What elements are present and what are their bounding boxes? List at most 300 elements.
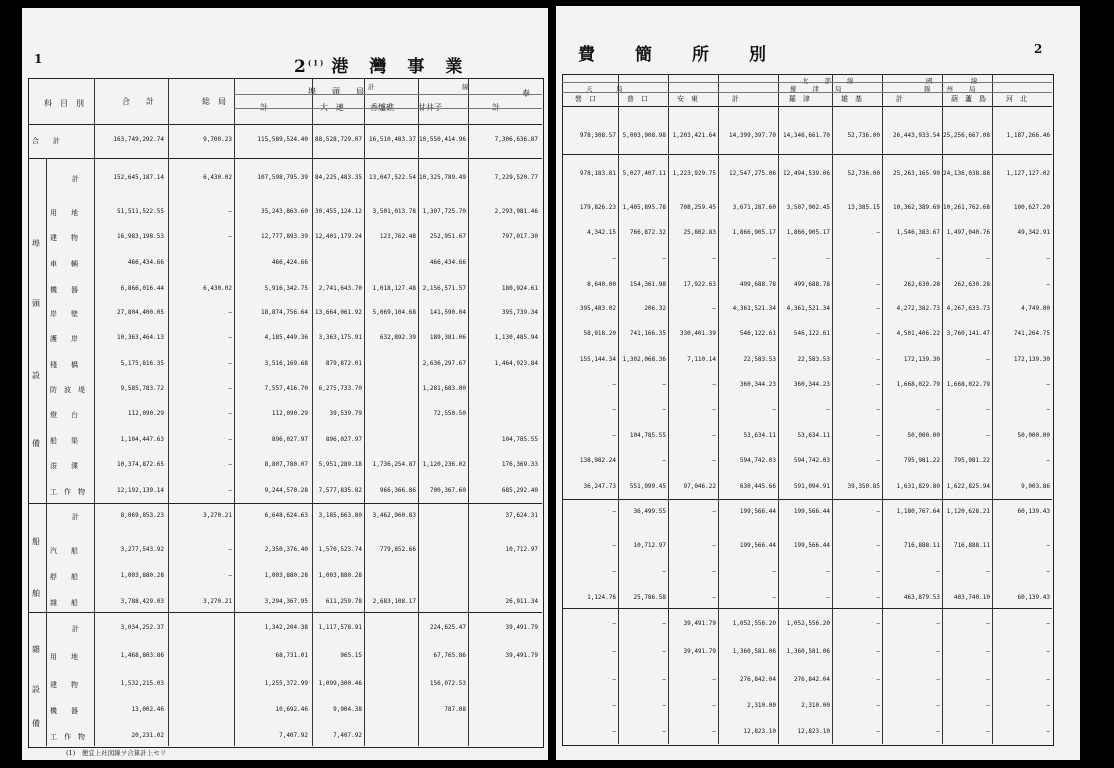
table-cell-right: 39,491.79 [683,648,716,655]
table-cell: 112,090.29 [271,410,308,417]
table-cell: 1,120,236.02 [422,461,466,468]
table-cell-right: 24,136,038.88 [943,170,990,177]
table-cell-right: — [986,648,990,655]
table-cell: 3,294,367.95 [264,598,308,605]
col-header-kei: 計 [260,103,268,112]
table-cell-right: 1,052,556.20 [786,620,830,627]
right-page [556,6,1080,760]
table-cell: 3,516,169.68 [264,360,308,367]
col-divider-left [364,78,365,746]
table-cell-right: 14,399,397.70 [729,132,776,139]
table-cell-right: 199,566.44 [739,542,776,549]
table-cell: 12,777,893.39 [261,233,308,240]
col-header-right: 雄 基 [841,95,862,103]
table-cell: 5,069,104.68 [372,309,416,316]
table-cell-right: — [712,594,716,601]
table-cell-right: 12,547,275.06 [729,170,776,177]
table-cell: 879,872.01 [325,360,362,367]
table-cell: 395,739.34 [501,309,538,316]
section-rule [28,612,542,613]
col-divider-left [168,78,169,746]
table-cell: 6,866,016.44 [120,285,164,292]
table-cell-right: 13,385.15 [847,204,880,211]
table-cell-right: — [876,508,880,515]
row-label: 建 物 [50,681,78,689]
table-cell: 10,325,789.49 [419,174,466,181]
table-cell: 39,491.79 [505,624,538,631]
table-cell-right: 1,497,040.76 [946,229,990,236]
table-cell-right: — [876,542,880,549]
table-cell-right: 276,842.04 [793,676,830,683]
row-label: 雜 船 [50,599,78,607]
table-cell-right: — [662,620,666,627]
section-rule-right [562,499,1052,500]
table-cell-right: 50,000.00 [907,432,940,439]
table-cell-right: — [1046,620,1050,627]
table-cell-right: 1,180,767.64 [896,508,940,515]
page-title-left [294,52,464,77]
table-cell-right: 4,342.15 [587,229,616,236]
table-cell: 3,363,175.91 [318,334,362,341]
table-cell-right: 1,302,068.36 [622,356,666,363]
section-side-label: 船 [32,537,40,546]
table-cell-right: — [662,702,666,709]
table-cell: 152,645,187.14 [113,174,164,181]
table-cell-right: — [712,457,716,464]
table-cell-right: — [936,728,940,735]
row-label: 艀 船 [50,573,78,581]
table-cell: 8,807,780.07 [264,461,308,468]
table-cell-right: 100,627.20 [1013,204,1050,211]
table-cell-right: — [772,568,776,575]
table-cell-right: — [612,406,616,413]
table-cell-right: 97,046.22 [683,483,716,490]
table-cell-right: — [826,594,830,601]
table-cell: 3,185,663.80 [318,512,362,519]
header-top-rule-right [562,82,1052,83]
table-cell-right: — [876,676,880,683]
table-cell-right: 7,110.14 [687,356,716,363]
row-label: 工 作 物 [50,488,85,496]
table-cell: 1,099,300.46 [318,680,362,687]
table-cell: 896,027.97 [271,436,308,443]
col-header-right: 羅 津 [789,95,810,103]
table-cell-right: — [662,381,666,388]
group-line-label: 計 [368,83,376,91]
table-cell: 51,511,522.55 [117,208,164,215]
side-divider-left [46,158,47,746]
row-label: 機 器 [50,286,78,294]
table-cell: 176,369.33 [501,461,538,468]
table-cell-right: — [986,255,990,262]
table-cell-right: — [1046,457,1050,464]
table-cell-right: 403,740.10 [953,594,990,601]
col-header-right: 營 口 [575,95,596,103]
table-cell: 224,625.47 [429,624,466,631]
table-cell: 466,424.66 [271,259,308,266]
table-cell-right: 26,443,933.54 [893,132,940,139]
table-cell: 13,002.46 [131,706,164,713]
table-cell: 797,017.30 [501,233,538,240]
table-cell-right: 172,139.30 [1013,356,1050,363]
table-cell: 3,501,013.78 [372,208,416,215]
table-cell: 1,307,725.70 [422,208,466,215]
table-cell-right: 53,634.11 [743,432,776,439]
table-cell-right: 22,583.53 [797,356,830,363]
table-cell: 37,624.31 [505,512,538,519]
section-side-label: 設 [32,371,40,380]
table-cell-right: 2,310.00 [801,702,830,709]
table-cell-right: 795,981.22 [953,457,990,464]
table-cell-right: — [712,702,716,709]
row-label: 用 地 [50,653,78,661]
table-cell-right: — [712,676,716,683]
table-cell-right: — [826,406,830,413]
table-cell: — [228,385,232,392]
row-label: 工 作 物 [50,733,85,741]
table-cell-right: 4,272,382.73 [896,305,940,312]
table-cell-right: 1,127,127.02 [1006,170,1050,177]
table-cell-right: 14,346,661.70 [783,132,830,139]
table-cell-right: 499,688.78 [739,281,776,288]
table-cell-right: 60,139.43 [1017,508,1050,515]
table-cell-right: — [662,568,666,575]
table-cell: 112,090.29 [127,410,164,417]
table-cell-right: 716,888.11 [953,542,990,549]
table-cell-right: 25,256,667.08 [943,132,990,139]
table-cell: 4,185,449.36 [264,334,308,341]
table-cell: 6,648,624.63 [264,512,308,519]
table-cell-right: — [986,356,990,363]
table-cell-right: 39,491.79 [683,620,716,627]
table-cell-right: — [612,432,616,439]
table-cell-right: — [612,648,616,655]
table-cell-right: 708,259.45 [679,204,716,211]
table-cell-right: 39,350.85 [847,483,880,490]
group-line-end: 線 [462,83,470,91]
table-cell-right: 36,247.73 [583,483,616,490]
table-cell-right: 262,630.28 [903,281,940,288]
table-cell: 20,231.02 [131,732,164,739]
table-cell-right: — [876,648,880,655]
table-cell-right: 17,922.63 [683,281,716,288]
table-cell: 896,027.97 [325,436,362,443]
table-cell: 18,874,756.64 [261,309,308,316]
table-cell-right: — [1046,406,1050,413]
table-cell-right: — [712,305,716,312]
table-cell-right: 25,786.58 [633,594,666,601]
table-cell: 10,363,464.13 [117,334,164,341]
table-cell: 3,277,543.92 [120,546,164,553]
table-cell-right: — [876,330,880,337]
table-cell-right: — [876,229,880,236]
table-cell-right: 1,546,383.67 [896,229,940,236]
table-cell-right: 766,872.32 [629,229,666,236]
table-cell-right: 10,712.97 [633,542,666,549]
table-cell-right: 463,879.53 [903,594,940,601]
table-cell-right: 9,003.86 [1021,483,1050,490]
table-cell: 1,532,215.03 [120,680,164,687]
table-cell-right: — [936,648,940,655]
table-cell: 3,270.21 [203,598,232,605]
row-label: 合 計 [32,137,60,145]
col-top-kinshu: 錦 州 局 [924,85,977,93]
table-cell: 7,407.92 [333,732,362,739]
left-page [22,8,548,760]
table-cell-right: — [876,281,880,288]
col-divider-right [718,74,719,744]
table-cell-right: — [612,728,616,735]
title-footnote-mark: (1) [307,58,326,68]
table-cell-right: — [876,356,880,363]
col-header-gokei: 合 計 [122,97,154,106]
table-cell-right: 4,361,521.34 [786,305,830,312]
table-cell: — [228,360,232,367]
table-cell-right: — [986,728,990,735]
table-cell: 1,342,204.38 [264,624,308,631]
table-cell: 6,430.02 [203,285,232,292]
section-rule [28,158,542,159]
table-cell-right: 978,308.57 [579,132,616,139]
table-cell-right: — [876,305,880,312]
table-cell-right: — [876,381,880,388]
table-cell: 1,003,880.28 [264,572,308,579]
table-cell: 104,785.55 [501,436,538,443]
table-cell-right: 1,866,905.17 [732,229,776,236]
table-cell: 123,762.48 [379,233,416,240]
footnote: (1) 便宜上社図線ヲ合算計上セリ [66,749,167,757]
table-cell-right: — [772,255,776,262]
table-cell: 2,293,981.46 [494,208,538,215]
table-cell-right: — [1046,255,1050,262]
table-cell-right: 25,263,165.90 [893,170,940,177]
table-cell-right: 499,688.78 [793,281,830,288]
table-cell: — [228,572,232,579]
table-cell-right: 1,622,825.94 [946,483,990,490]
table-cell: 685,292.40 [501,487,538,494]
table-cell-right: 1,631,829.80 [896,483,940,490]
table-cell: 3,034,252.37 [120,624,164,631]
section-side-label: 頭 [32,299,40,308]
header-mid-rule [234,94,542,95]
table-cell: 252,951.67 [429,233,466,240]
table-cell-right: 52,736.00 [847,132,880,139]
table-cell-right: 591,094.91 [793,483,830,490]
table-cell-right: 4,501,406.22 [896,330,940,337]
table-cell-right: — [612,676,616,683]
table-cell: 141,590.04 [429,309,466,316]
table-cell: 35,243,863.60 [261,208,308,215]
table-cell: 39,539.79 [329,410,362,417]
table-cell: 466,434.66 [127,259,164,266]
table-cell-right: — [612,702,616,709]
table-cell: 1,736,254.87 [372,461,416,468]
table-cell: — [228,208,232,215]
table-cell: 3,462,960.83 [372,512,416,519]
table-cell: 5,916,342.75 [264,285,308,292]
table-cell-right: — [936,620,940,627]
table-cell-right: — [662,406,666,413]
table-cell: 12,401,179.24 [315,233,362,240]
table-cell-right: — [936,255,940,262]
table-cell-right: — [712,381,716,388]
row-label: 建 物 [50,234,78,242]
col-divider-right [618,74,619,744]
table-cell-right: 3,507,902.45 [786,204,830,211]
col-header-soukyoku: 総 局 [202,97,226,106]
table-cell-right: — [662,648,666,655]
table-cell-right: 36,499.55 [633,508,666,515]
table-cell-right: — [986,620,990,627]
group-label-kuni: 國 線 [926,77,979,85]
row-label: 計 [72,175,79,183]
col-header-dairen: 大 連 [320,103,344,112]
table-cell-right: — [876,702,880,709]
table-cell-right: — [936,568,940,575]
table-cell: 12,192,139.14 [117,487,164,494]
section-side-label: 舶 [32,589,40,598]
table-cell: 10,550,414.96 [419,136,466,143]
table-cell: 10,374,872.65 [117,461,164,468]
table-cell-right: 199,566.44 [793,508,830,515]
table-cell: — [228,546,232,553]
table-cell: — [228,309,232,316]
table-cell-right: — [1046,568,1050,575]
table-cell-right: 594,742.03 [739,457,776,464]
row-label: 車 輌 [50,260,78,268]
table-cell-right: — [712,568,716,575]
col-top-rashin: 羅 津 局 [790,85,843,93]
title-number: 2 [294,57,308,77]
table-cell-right: — [986,406,990,413]
row-label: 岸 壁 [50,310,78,318]
table-cell: 5,175,816.35 [120,360,164,367]
table-cell-right: — [986,702,990,709]
col-header-futou-kyoku: 埠 頭 局 [308,87,364,96]
table-cell: 2,636,297.67 [422,360,466,367]
table-cell-right: 179,826.23 [579,204,616,211]
table-cell: 9,904.38 [333,706,362,713]
table-cell-right: 1,120,628.21 [946,508,990,515]
table-cell: 7,306,636.87 [494,136,538,143]
table-cell-right: — [936,676,940,683]
section-side-label: 雜 [32,645,40,654]
table-cell: 7,557,416.70 [264,385,308,392]
table-cell: — [228,334,232,341]
table-cell: — [228,233,232,240]
table-cell-right: — [712,406,716,413]
table-cell-right: — [662,255,666,262]
table-cell-right: — [612,620,616,627]
row-label: 燈 台 [50,411,78,419]
table-cell-right: 630,445.66 [739,483,776,490]
table-cell: 787.08 [444,706,466,713]
table-cell: 13,047,522.54 [369,174,416,181]
table-cell-right: 22,583.53 [743,356,776,363]
table-cell: — [228,436,232,443]
col-header-right: 河 北 [1006,95,1027,103]
table-cell: 67,765.86 [433,652,466,659]
table-cell-right: 4,267,633.73 [946,305,990,312]
table-cell-right: — [1046,728,1050,735]
table-cell-right: 1,203,421.64 [672,132,716,139]
row-label: 計 [72,625,79,633]
table-cell-right: 3,671,287.60 [732,204,776,211]
table-cell-right: 546,122.61 [739,330,776,337]
table-cell-right: 8,640.00 [587,281,616,288]
table-cell-right: 741,264.75 [1013,330,1050,337]
table-cell: 2,683,108.17 [372,598,416,605]
table-cell-right: 1,360,581.06 [786,648,830,655]
header-mid-rule-right [562,92,1052,93]
table-cell-right: — [662,728,666,735]
page-number-left: 1 [34,52,43,66]
table-cell: 10,712.97 [505,546,538,553]
table-cell-right: 172,139.30 [903,356,940,363]
row-label: 汽 船 [50,547,78,555]
table-cell: 9,244,570.28 [264,487,308,494]
table-cell: 9,700.23 [203,136,232,143]
table-cell-right: 50,000.00 [1017,432,1050,439]
table-cell: 1,255,372.99 [264,680,308,687]
table-cell-right: 58,918.20 [583,330,616,337]
table-cell-right: — [876,406,880,413]
table-cell-right: 199,566.44 [739,508,776,515]
table-cell: 16,510,483.37 [369,136,416,143]
table-cell: 7,407.92 [279,732,308,739]
section-rule-right [562,154,1052,155]
table-cell-right: 1,187,266.46 [1006,132,1050,139]
table-cell: 1,003,880.28 [318,572,362,579]
table-cell-right: 360,344.23 [739,381,776,388]
col-divider-right [882,74,883,744]
table-cell: 107,598,795.39 [257,174,308,181]
table-cell-right: 155,144.34 [579,356,616,363]
table-cell-right: — [1046,676,1050,683]
table-cell-right: — [936,702,940,709]
table-cell-right: 546,122.61 [793,330,830,337]
table-cell: 466,434.66 [429,259,466,266]
table-cell-right: — [936,406,940,413]
table-cell-right: — [662,457,666,464]
col-header-kei2: 計 [492,103,500,112]
col-divider-right [992,74,993,744]
page-number-right: 2 [1034,42,1043,56]
table-cell: 1,104,447.63 [120,436,164,443]
table-cell: 10,692.46 [275,706,308,713]
table-cell-right: 53,634.11 [797,432,830,439]
table-cell: 72,550.50 [433,410,466,417]
table-cell-right: 395,483.02 [579,305,616,312]
table-cell-right: — [826,255,830,262]
table-cell-right: — [712,432,716,439]
table-cell: 2,350,376.40 [264,546,308,553]
table-cell: 965.15 [340,652,362,659]
row-label: 護 岸 [50,335,78,343]
table-cell-right: 330,401.39 [679,330,716,337]
row-label: 浚 渫 [50,462,78,470]
table-cell-right: — [826,568,830,575]
table-cell-right: 12,494,539.06 [783,170,830,177]
table-cell: 7,577,835.82 [318,487,362,494]
table-cell: 156,072.53 [429,680,466,687]
table-cell-right: 10,261,762.68 [943,204,990,211]
table-cell: 84,225,483.35 [315,174,362,181]
section-side-label: 備 [32,719,40,728]
col-header-kohen: 香爐礁 [370,103,394,112]
table-cell-right: 12,823.10 [797,728,830,735]
section-rule [28,503,542,504]
